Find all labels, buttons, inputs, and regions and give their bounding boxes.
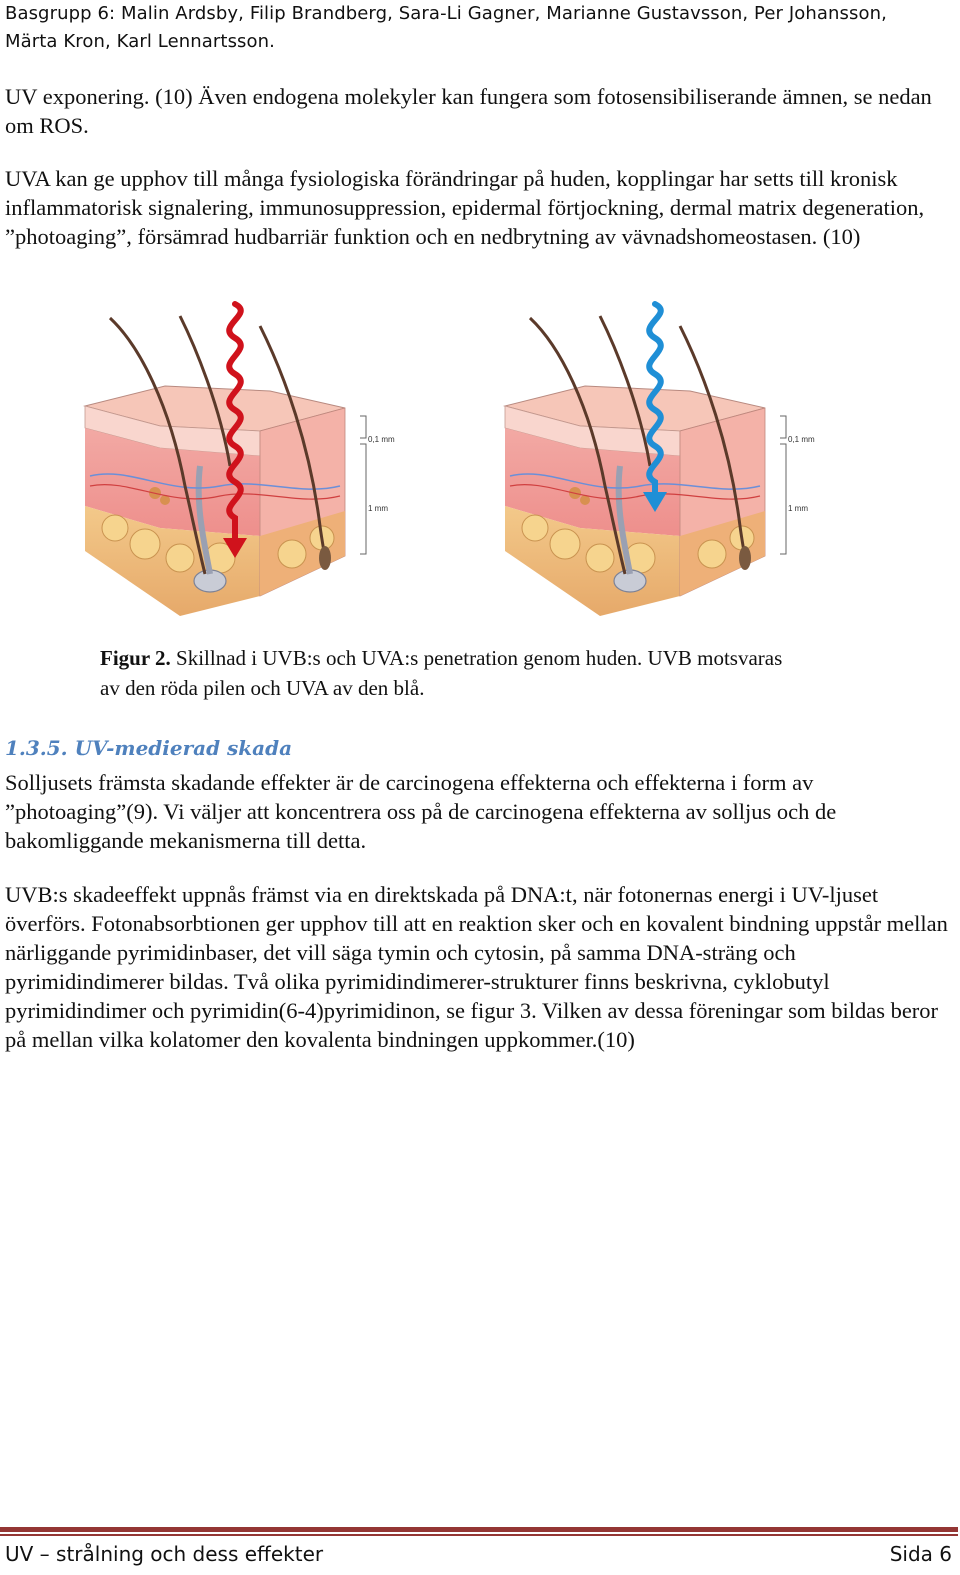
caption-label: Figur 2. xyxy=(100,646,171,670)
uva-skin-panel xyxy=(505,304,815,616)
authors-line-1: Basgrupp 6: Malin Ardsby, Filip Brandberg, Sara-Li Gagner, Marianne Gustavsson, Per Johansson, xyxy=(5,3,887,24)
footer-rule-thin xyxy=(0,1534,958,1536)
section-heading: 1.3.5. UV-medierad skada xyxy=(5,736,293,760)
footer-page-number: Sida 6 xyxy=(889,1542,952,1566)
uva-scale-top-label: 0,1 mm xyxy=(788,435,815,444)
page-header xyxy=(5,0,955,56)
paragraph-uvb-dna-damage xyxy=(5,880,955,1054)
paragraph-text: Solljusets främsta skadande effekter är de carcinogena effekterna och effekterna i form av ”photoaging”(9). Vi väljer att koncentrera oss på de carcinogena effekterna av solljus och de bakomliggande mekanismerna till detta. xyxy=(5,770,837,853)
footer-rule-thick xyxy=(0,1527,958,1532)
paragraph-uva-effects xyxy=(5,164,955,251)
paragraph-text: UVB:s skadeeffekt uppnås främst via en direktskada på DNA:t, när fotonernas energi i UV-ljuset överförs. Fotonabsorbtionen ger upphov till att en reaktion sker och en kovalent bindning uppstår mellan närliggande pyrimidinbaser, det vill säga tymin och cytosin, på samma DNA-sträng och pyrimidindimerer bildas. Två olika pyrimidindimerer-strukturer finns beskrivna, cyklobutyl pyrimidindimer och pyrimidin(6-4)pyrimidinon, se figur 3. Vilken av dessa föreningar som bildas beror på mellan vilka kolatomer den kovalenta bindningen uppkommer.(10) xyxy=(5,882,948,1052)
figure-caption xyxy=(100,643,800,703)
paragraph-damage-intro xyxy=(5,768,955,855)
skin-penetration-figure xyxy=(70,296,850,628)
authors-line-2: Märta Kron, Karl Lennartsson. xyxy=(5,31,275,52)
paragraph-text: UVA kan ge upphov till många fysiologiska förändringar på huden, kopplingar har setts till kronisk inflammatorisk signalering, immunosuppression, epidermal förtjockning, dermal matrix degeneration, ”photoaging”, försämrad hudbarriär funktion och en nedbrytning av vävnadshomeostasen. (10) xyxy=(5,166,925,249)
uvb-scale-bottom-label: 1 mm xyxy=(368,504,388,513)
footer-title: UV – strålning och dess effekter xyxy=(5,1542,324,1566)
paragraph-text: UV exponering. (10) Även endogena molekyler kan fungera som fotosensibiliserande ämnen, se nedan om ROS. xyxy=(5,84,932,138)
paragraph-uv-exposure xyxy=(5,82,955,140)
uvb-skin-panel xyxy=(85,304,395,616)
caption-text: Skillnad i UVB:s och UVA:s penetration genom huden. UVB motsvaras av den röda pilen och UVA av den blå. xyxy=(100,646,783,700)
uvb-scale-top-label: 0,1 mm xyxy=(368,435,395,444)
uva-scale-bottom-label: 1 mm xyxy=(788,504,808,513)
